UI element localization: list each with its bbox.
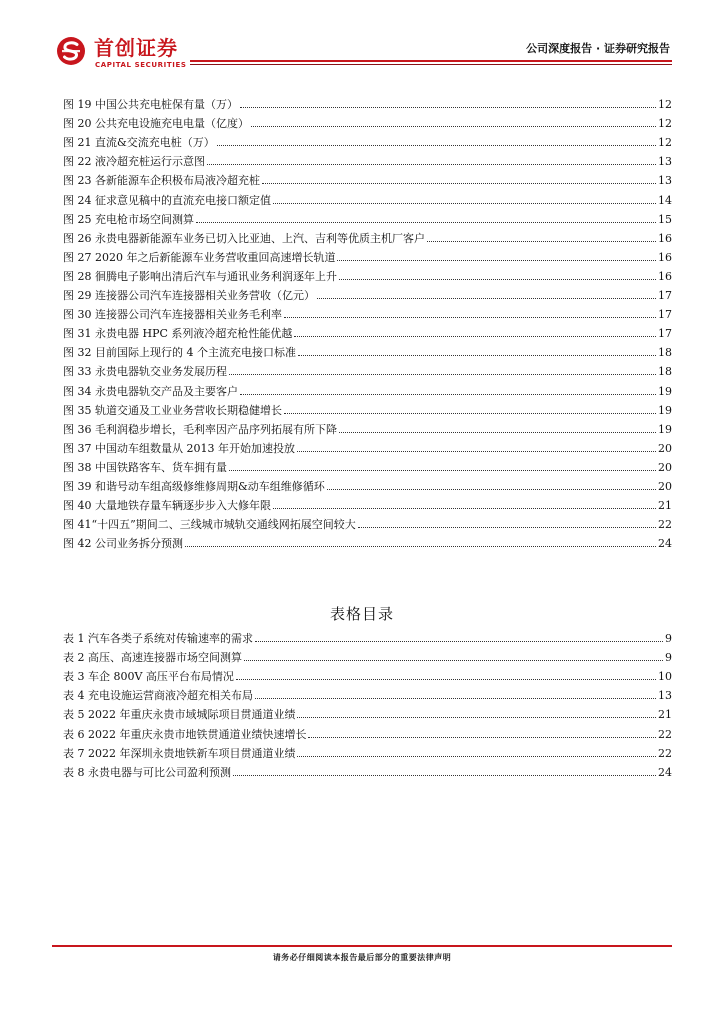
table-list-title: 表格目录 — [329, 605, 394, 623]
toc-dot-leader — [308, 737, 656, 738]
toc-entry[interactable] — [63, 417, 672, 436]
toc-dot-leader — [358, 527, 656, 528]
toc-entry[interactable] — [63, 321, 672, 340]
toc-entry[interactable] — [63, 398, 672, 417]
toc-entry[interactable] — [63, 92, 672, 111]
toc-entry-label: 图 23 各新能源车企积极布局液冷超充桩 — [63, 174, 260, 188]
footer-divider — [52, 945, 672, 947]
logo-chinese-text: 首创证券 — [94, 36, 178, 60]
toc-entry[interactable] — [63, 149, 672, 168]
toc-entry[interactable] — [63, 702, 672, 721]
toc-entry-page: 13 — [658, 155, 672, 169]
toc-entry[interactable] — [63, 226, 672, 245]
toc-dot-leader — [207, 164, 656, 165]
toc-entry-label: 图 29 连接器公司汽车连接器相关业务营收（亿元） — [63, 289, 315, 303]
toc-entry-label: 图 31 永贵电器 HPC 系列液冷超充枪性能优越 — [63, 327, 293, 341]
toc-entry-label: 表 7 2022 年深圳永贵地铁新车项目贯通道业绩 — [63, 746, 296, 760]
toc-entry-label: 表 8 永贵电器与可比公司盈利预测 — [63, 765, 231, 779]
table-list — [63, 626, 672, 779]
toc-entry[interactable] — [63, 378, 672, 397]
toc-entry[interactable] — [63, 130, 672, 149]
header-divider-secondary — [190, 64, 672, 65]
toc-entry-page: 21 — [658, 708, 672, 722]
toc-entry-page: 20 — [658, 460, 672, 474]
toc-entry-label: 表 6 2022 年重庆永贵市地铁贯通道业绩快速增长 — [63, 727, 307, 741]
toc-entry-page: 16 — [658, 269, 672, 283]
toc-entry[interactable] — [63, 187, 672, 206]
toc-entry-page: 17 — [658, 308, 672, 322]
toc-entry-page: 10 — [658, 670, 672, 684]
toc-entry-page: 17 — [658, 289, 672, 303]
toc-entry[interactable] — [63, 436, 672, 455]
toc-dot-leader — [298, 355, 656, 356]
toc-dot-leader — [294, 336, 656, 337]
toc-dot-leader — [327, 489, 656, 490]
toc-entry-page: 22 — [658, 727, 672, 741]
figure-list — [63, 92, 672, 550]
toc-entry-label: 图 42 公司业务拆分预测 — [63, 537, 183, 551]
toc-dot-leader — [427, 241, 656, 242]
toc-entry-page: 13 — [658, 174, 672, 188]
header-divider — [190, 60, 672, 62]
toc-dot-leader — [297, 756, 656, 757]
toc-entry-label: 图 30 连接器公司汽车连接器相关业务毛利率 — [63, 308, 282, 322]
toc-dot-leader — [255, 641, 663, 642]
toc-dot-leader — [297, 451, 656, 452]
toc-entry[interactable] — [63, 512, 672, 531]
toc-dot-leader — [217, 145, 656, 146]
toc-entry[interactable] — [63, 760, 672, 779]
toc-entry-page: 18 — [658, 346, 672, 360]
toc-dot-leader — [284, 413, 656, 414]
toc-entry[interactable] — [63, 359, 672, 378]
toc-dot-leader — [229, 374, 656, 375]
toc-dot-leader — [240, 107, 656, 108]
toc-entry-label: 图 19 中国公共充电桩保有量（万） — [63, 98, 238, 112]
toc-entry-label: 表 3 车企 800V 高压平台布局情况 — [63, 670, 234, 684]
toc-entry[interactable] — [63, 626, 672, 645]
toc-dot-leader — [297, 717, 656, 718]
toc-entry-page: 13 — [658, 689, 672, 703]
toc-entry-page: 16 — [658, 250, 672, 264]
footer-disclaimer: 请务必仔细阅读本报告最后部分的重要法律声明 — [272, 953, 452, 962]
toc-entry-page: 17 — [658, 327, 672, 341]
toc-entry[interactable] — [63, 741, 672, 760]
toc-entry-label: 表 4 充电设施运营商液冷超充相关布局 — [63, 689, 253, 703]
toc-dot-leader — [185, 546, 656, 547]
toc-entry-label: 图 33 永贵电器轨交业务发展历程 — [63, 365, 227, 379]
toc-entry[interactable] — [63, 245, 672, 264]
toc-entry-page: 18 — [658, 365, 672, 379]
toc-dot-leader — [196, 222, 656, 223]
toc-entry-page: 24 — [658, 537, 672, 551]
toc-entry[interactable] — [63, 302, 672, 321]
toc-dot-leader — [240, 394, 656, 395]
toc-entry-page: 15 — [658, 212, 672, 226]
toc-entry[interactable] — [63, 111, 672, 130]
toc-entry[interactable] — [63, 264, 672, 283]
toc-entry[interactable] — [63, 493, 672, 512]
toc-entry-label: 图 26 永贵电器新能源车业务已切入比亚迪、上汽、吉利等优质主机厂客户 — [63, 231, 425, 245]
toc-dot-leader — [255, 698, 656, 699]
toc-entry-label: 图 41“十四五”期间二、三线城市城轨交通线网拓展空间较大 — [63, 518, 356, 532]
toc-entry-page: 9 — [665, 651, 672, 665]
toc-dot-leader — [284, 317, 656, 318]
toc-dot-leader — [229, 470, 656, 471]
toc-entry-label: 图 35 轨道交通及工业业务营收长期稳健增长 — [63, 403, 282, 417]
toc-entry-label: 图 36 毛利润稳步增长，毛利率因产品序列拓展有所下降 — [63, 422, 337, 436]
toc-dot-leader — [273, 508, 656, 509]
toc-dot-leader — [337, 260, 656, 261]
toc-entry-label: 图 39 和谐号动车组高级修维修周期&动车组维修循环 — [63, 479, 325, 493]
toc-entry-page: 16 — [658, 231, 672, 245]
toc-entry[interactable] — [63, 474, 672, 493]
toc-entry-label: 图 27 2020 年之后新能源车业务营收重回高速增长轨道 — [63, 250, 336, 264]
toc-entry[interactable] — [63, 207, 672, 226]
toc-entry-label: 图 38 中国铁路客车、货车拥有量 — [63, 460, 227, 474]
toc-entry-label: 图 24 征求意见稿中的直流充电接口额定值 — [63, 193, 271, 207]
toc-entry[interactable] — [63, 168, 672, 187]
toc-entry-label: 图 21 直流&交流充电桩（万） — [63, 136, 215, 150]
toc-entry-page: 22 — [658, 746, 672, 760]
report-type-tag: 公司深度报告 · 证券研究报告 — [526, 42, 670, 55]
toc-entry-page: 19 — [658, 384, 672, 398]
toc-entry-page: 14 — [658, 193, 672, 207]
toc-entry-page: 21 — [658, 499, 672, 513]
toc-dot-leader — [262, 183, 656, 184]
toc-entry-page: 22 — [658, 518, 672, 532]
toc-entry-page: 19 — [658, 422, 672, 436]
toc-entry-page: 12 — [658, 117, 672, 131]
logo-english-text: CAPITAL SECURITIES — [95, 61, 187, 69]
toc-entry-label: 表 5 2022 年重庆永贵市域城际项目贯通道业绩 — [63, 708, 296, 722]
toc-entry-page: 19 — [658, 403, 672, 417]
toc-entry-page: 12 — [658, 98, 672, 112]
toc-entry-label: 图 40 大量地铁存量车辆逐步步入大修年限 — [63, 499, 271, 513]
toc-dot-leader — [339, 279, 656, 280]
toc-entry-page: 20 — [658, 441, 672, 455]
toc-entry-page: 9 — [665, 632, 672, 646]
capital-securities-logo-icon — [56, 36, 86, 66]
toc-entry[interactable] — [63, 645, 672, 664]
toc-entry-label: 图 20 公共充电设施充电电量（亿度） — [63, 117, 249, 131]
toc-entry-label: 图 25 充电枪市场空间测算 — [63, 212, 194, 226]
toc-entry[interactable] — [63, 721, 672, 740]
toc-entry-label: 图 28 徊腾电子影响出清后汽车与通讯业务利润逐年上升 — [63, 269, 337, 283]
page-header — [0, 0, 724, 72]
toc-entry-label: 图 37 中国动车组数量从 2013 年开始加速投放 — [63, 441, 295, 455]
toc-entry-page: 24 — [658, 765, 672, 779]
toc-dot-leader — [251, 126, 656, 127]
toc-entry-label: 图 32 目前国际上现行的 4 个主流充电接口标准 — [63, 346, 296, 360]
toc-entry[interactable] — [63, 283, 672, 302]
toc-entry[interactable] — [63, 664, 672, 683]
toc-entry-page: 12 — [658, 136, 672, 150]
toc-entry[interactable] — [63, 455, 672, 474]
toc-dot-leader — [273, 203, 656, 204]
toc-dot-leader — [339, 432, 656, 433]
toc-entry[interactable] — [63, 683, 672, 702]
toc-dot-leader — [317, 298, 656, 299]
toc-entry-label: 图 22 液冷超充桩运行示意图 — [63, 155, 205, 169]
toc-entry-label: 表 2 高压、高速连接器市场空间测算 — [63, 651, 242, 665]
toc-dot-leader — [236, 679, 656, 680]
toc-dot-leader — [244, 660, 663, 661]
toc-entry-page: 20 — [658, 479, 672, 493]
toc-entry-label: 表 1 汽车各类子系统对传输速率的需求 — [63, 632, 253, 646]
toc-entry[interactable] — [63, 531, 672, 550]
toc-entry[interactable] — [63, 340, 672, 359]
toc-entry-label: 图 34 永贵电器轨交产品及主要客户 — [63, 384, 238, 398]
toc-dot-leader — [233, 775, 656, 776]
